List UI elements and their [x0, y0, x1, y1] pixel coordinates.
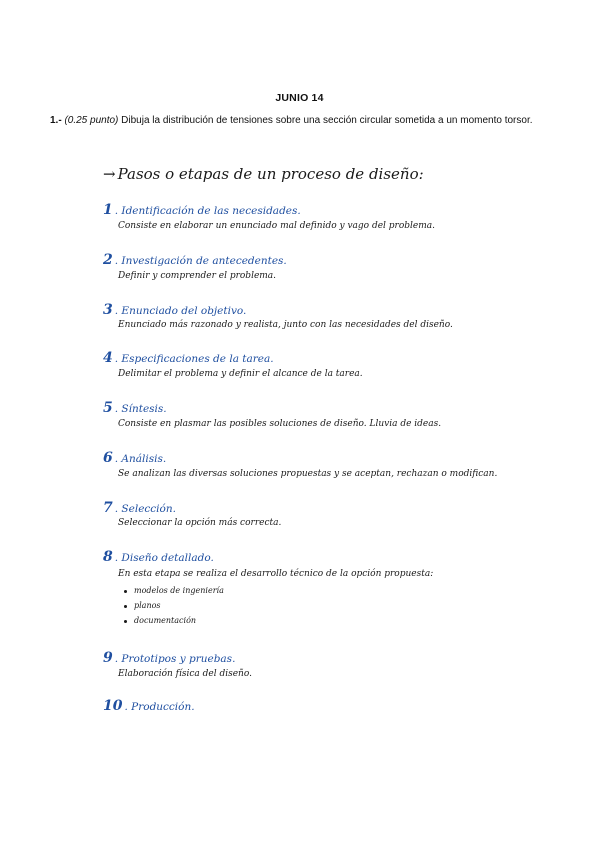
list-item	[124, 601, 161, 610]
step-body: Consiste en plasmar las posibles soluciones de diseño. Lluvia de ideas.	[118, 419, 442, 429]
step-number: 9	[103, 650, 113, 666]
step-title	[103, 400, 167, 416]
step-title	[103, 549, 214, 565]
step-body: Enunciado más razonado y realista, junto con las necesidades del diseño.	[118, 320, 453, 330]
step-title	[103, 650, 235, 666]
question-1	[50, 115, 555, 128]
step-title-text: . Especificaciones de la tarea.	[114, 353, 274, 365]
step-number: 3	[103, 302, 113, 318]
step-title	[103, 202, 301, 218]
bullet-text: documentación	[134, 616, 197, 625]
step-body: En esta etapa se realiza el desarrollo técnico de la opción propuesta:	[118, 569, 434, 579]
step-number: 2	[103, 252, 113, 268]
step-body: Delimitar el problema y definir el alcance de la tarea.	[118, 369, 363, 379]
step-title-text: . Diseño detallado.	[114, 552, 214, 564]
step-title-text: . Prototipos y pruebas.	[114, 653, 236, 665]
step-title	[103, 500, 176, 516]
bullet-text: planos	[134, 601, 161, 610]
step-number: 7	[103, 500, 113, 516]
step-title	[103, 450, 166, 466]
step-title-text: . Síntesis.	[114, 403, 167, 415]
question-number: 1.-	[50, 115, 62, 126]
step-title-text: . Producción.	[124, 701, 195, 713]
step-body: Consiste en elaborar un enunciado mal definido y vago del problema.	[118, 221, 435, 231]
step-title-text: . Selección.	[114, 503, 176, 515]
step-title-text: . Enunciado del objetivo.	[114, 305, 247, 317]
step-number: 6	[103, 450, 113, 466]
bullet-icon	[124, 605, 127, 608]
list-item	[124, 586, 224, 595]
step-number: 4	[103, 350, 113, 366]
step-number: 10	[103, 698, 123, 714]
step-title	[103, 252, 287, 268]
bullet-text: modelos de ingeniería	[134, 586, 224, 595]
step-title	[103, 698, 195, 714]
page-title: JUNIO 14	[275, 92, 324, 104]
step-body: Se analizan las diversas soluciones propuestas y se aceptan, rechazan o modifican.	[118, 469, 498, 479]
question-text: Dibuja la distribución de tensiones sobre una sección circular sometida a un momento torsor.	[118, 115, 533, 126]
question-points: (0.25 punto)	[64, 115, 119, 126]
step-body: Seleccionar la opción más correcta.	[118, 518, 282, 528]
bullet-icon	[124, 590, 127, 593]
step-number: 5	[103, 400, 113, 416]
step-number: 1	[103, 202, 113, 218]
step-body: Definir y comprender el problema.	[118, 271, 277, 281]
arrow-icon: →	[103, 165, 116, 183]
step-title-text: . Investigación de antecedentes.	[114, 255, 287, 267]
notes-heading	[103, 165, 424, 183]
step-title	[103, 350, 274, 366]
bullet-icon	[124, 620, 127, 623]
step-title-text: . Análisis.	[114, 453, 167, 465]
step-body: Elaboración física del diseño.	[118, 669, 252, 679]
list-item	[124, 616, 196, 625]
step-number: 8	[103, 549, 113, 565]
notes-heading-text: Pasos o etapas de un proceso de diseño:	[117, 165, 424, 183]
step-title	[103, 302, 246, 318]
step-title-text: . Identificación de las necesidades.	[114, 205, 301, 217]
